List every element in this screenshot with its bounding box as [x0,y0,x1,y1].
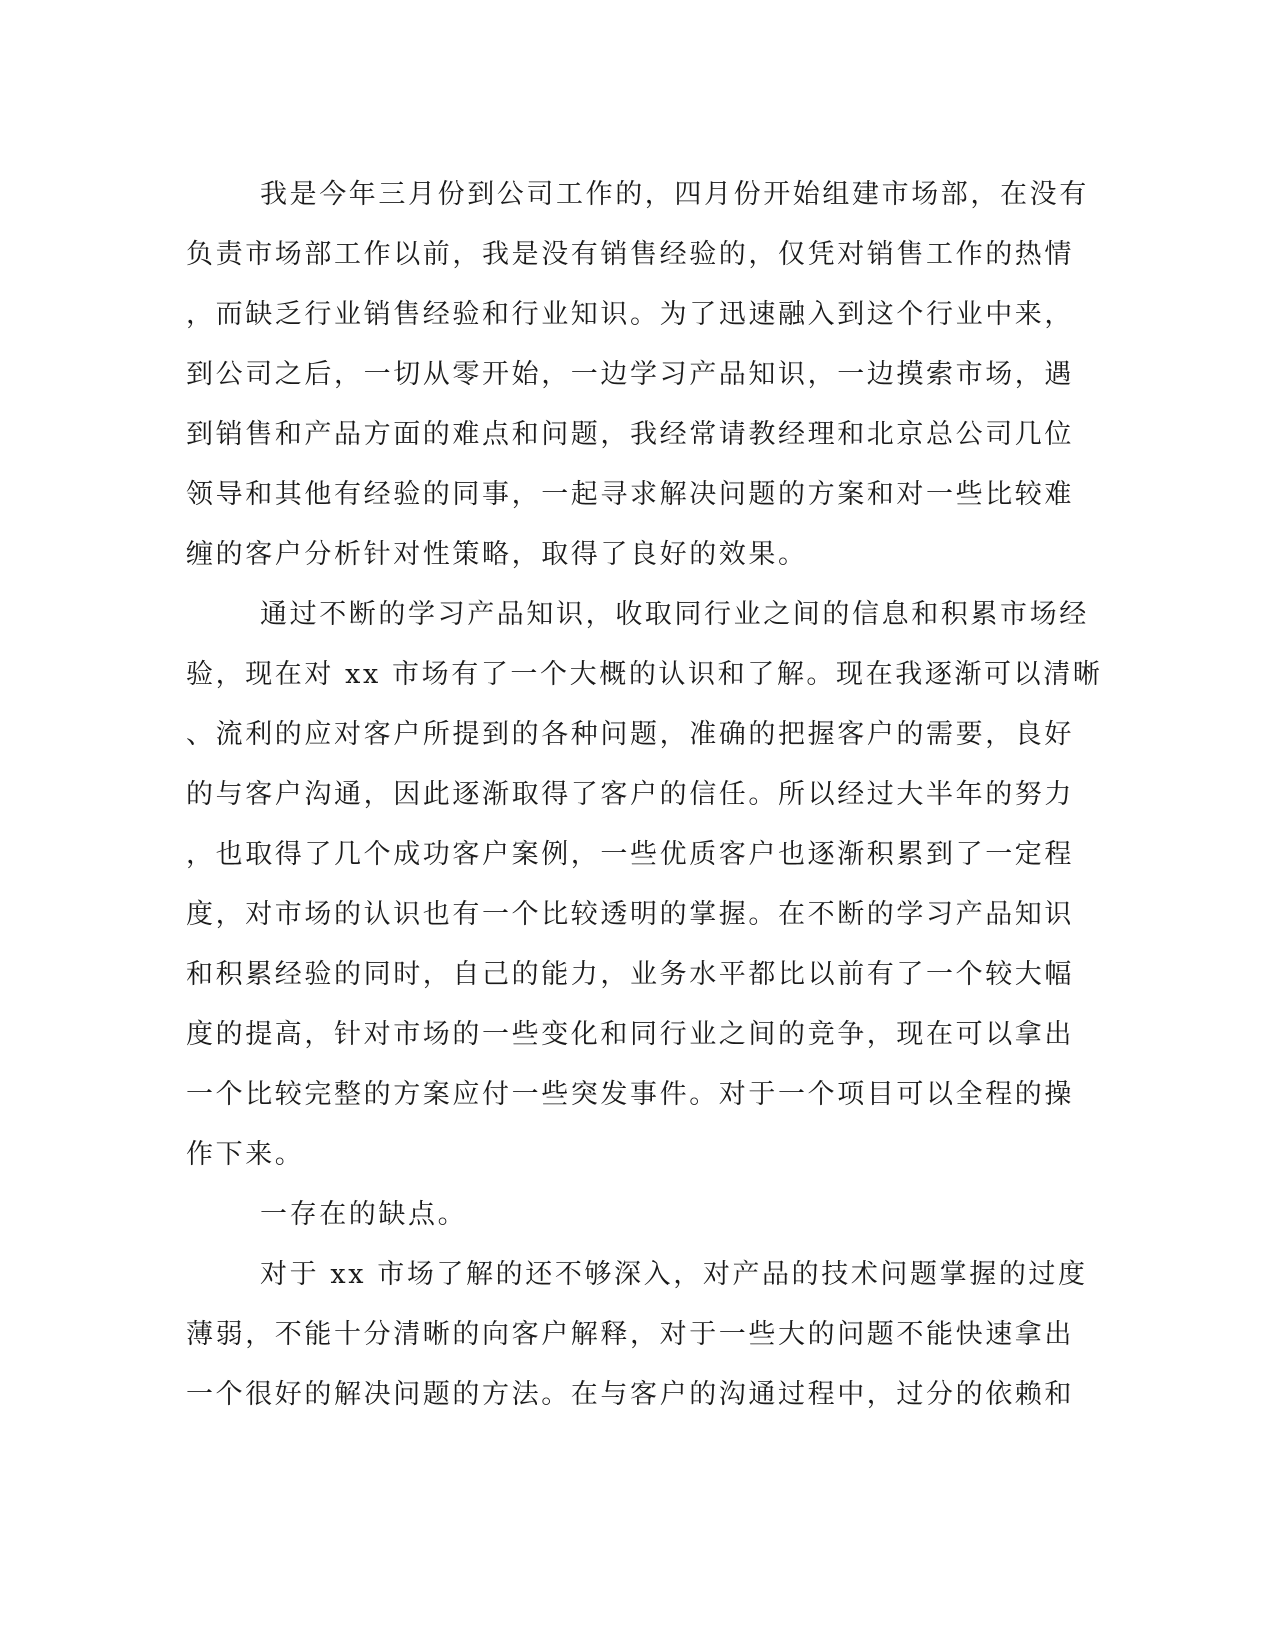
text-line: 领导和其他有经验的同事，一起寻求解决问题的方案和对一些比较难 [186,479,1074,510]
text-line: 薄弱，不能十分清晰的向客户解释，对于一些大的问题不能快速拿出 [186,1319,1074,1350]
text-line: 一存在的缺点。 [260,1199,468,1230]
text-line: 缠的客户分析针对性策略，取得了良好的效果。 [186,539,808,570]
text-line: 到公司之后，一切从零开始，一边学习产品知识，一边摸索市场，遇 [186,359,1074,390]
body-text [186,165,1103,1425]
text-line: 负责市场部工作以前，我是没有销售经验的，仅凭对销售工作的热情 [186,239,1074,270]
text-line: 一个很好的解决问题的方法。在与客户的沟通过程中，过分的依赖和 [186,1379,1074,1410]
text-line: 通过不断的学习产品知识，收取同行业之间的信息和积累市场经 [260,599,1089,630]
text-line: 验，现在对 xx 市场有了一个大概的认识和了解。现在我逐渐可以清晰 [186,659,1103,690]
text-line: 度的提高，针对市场的一些变化和同行业之间的竞争，现在可以拿出 [186,1019,1074,1050]
text-line: 的与客户沟通，因此逐渐取得了客户的信任。所以经过大半年的努力 [186,779,1074,810]
text-line: 、流利的应对客户所提到的各种问题，准确的把握客户的需要，良好 [186,719,1074,750]
text-line: ，而缺乏行业销售经验和行业知识。为了迅速融入到这个行业中来， [186,299,1074,330]
text-line: 一个比较完整的方案应付一些突发事件。对于一个项目可以全程的操 [186,1079,1074,1110]
text-line: 到销售和产品方面的难点和问题，我经常请教经理和北京总公司几位 [186,419,1074,450]
text-line: 和积累经验的同时，自己的能力，业务水平都比以前有了一个较大幅 [186,959,1074,990]
text-line: 作下来。 [186,1139,305,1170]
text-line: 对于 xx 市场了解的还不够深入，对产品的技术问题掌握的过度 [260,1259,1088,1290]
text-line: ，也取得了几个成功客户案例，一些优质客户也逐渐积累到了一定程 [186,839,1074,870]
text-line: 度，对市场的认识也有一个比较透明的掌握。在不断的学习产品知识 [186,899,1074,930]
text-line: 我是今年三月份到公司工作的，四月份开始组建市场部，在没有 [260,179,1089,210]
